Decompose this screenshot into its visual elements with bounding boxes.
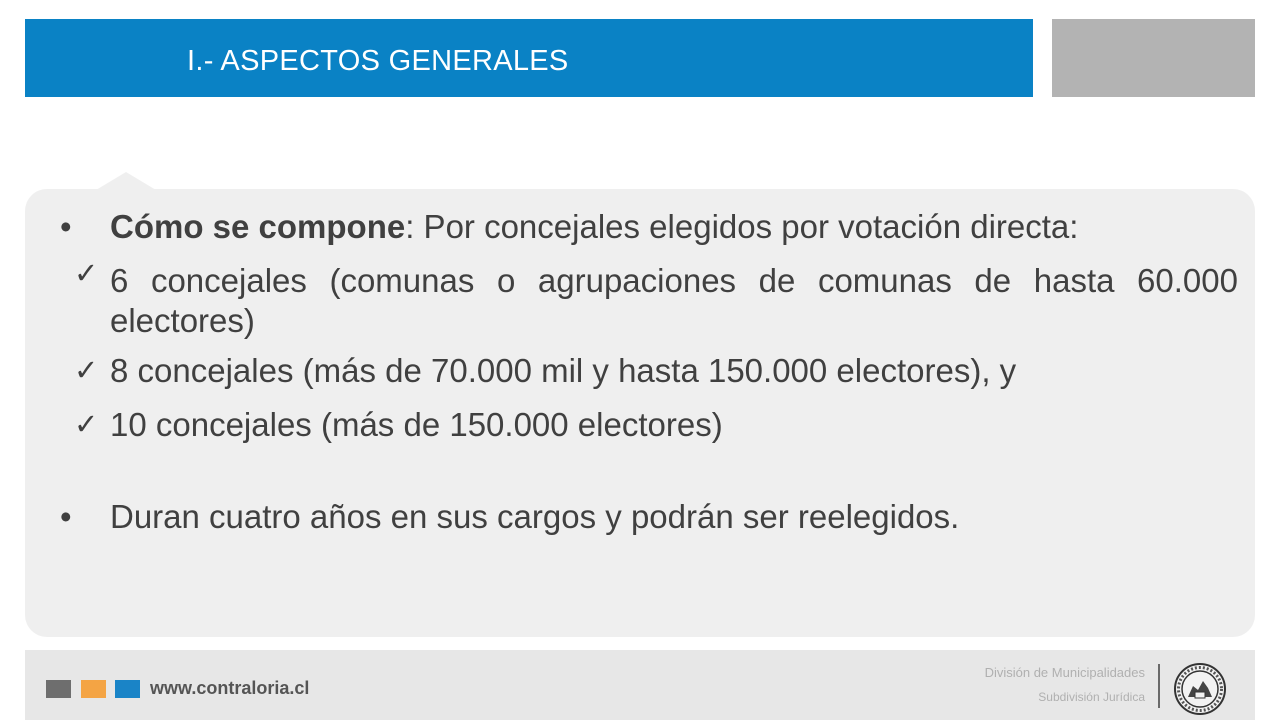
checkmark-icon: ✓	[74, 355, 99, 387]
subdivision-name: Subdivisión Jurídica	[1038, 690, 1145, 704]
item-text: : Por concejales elegidos por votación directa:	[405, 208, 1079, 245]
spacer	[60, 452, 1238, 490]
checkmark-icon: ✓	[74, 258, 99, 290]
content-list	[60, 200, 1238, 544]
footer-divider	[1158, 664, 1160, 708]
bullet-icon: •	[60, 208, 72, 245]
item-text: 10 concejales (más de 150.000 electores)	[110, 406, 723, 443]
contraloria-seal-icon	[1173, 662, 1227, 716]
list-item	[60, 344, 1238, 398]
list-item	[60, 398, 1238, 452]
item-text: Duran cuatro años en sus cargos y podrán ser reelegidos.	[110, 498, 960, 535]
list-item	[60, 490, 1238, 544]
checkmark-icon: ✓	[74, 409, 99, 441]
callout-pointer	[96, 172, 156, 190]
division-name: División de Municipalidades	[984, 665, 1145, 680]
list-item	[60, 254, 1238, 344]
header-bar	[25, 19, 1033, 97]
footer	[25, 650, 1255, 720]
item-text: 6 concejales (comunas o agrupaciones de comunas de hasta 60.000 electores)	[110, 262, 1238, 339]
bullet-icon: •	[60, 498, 72, 535]
item-text: 8 concejales (más de 70.000 mil y hasta 150.000 electores), y	[110, 352, 1017, 389]
website-link[interactable]: www.contraloria.cl	[150, 678, 310, 698]
gray-square-icon	[46, 680, 71, 698]
slide-title: I.- ASPECTOS GENERALES	[187, 45, 569, 77]
item-bold-label: Cómo se compone	[110, 208, 406, 245]
corner-decoration	[1052, 19, 1255, 97]
orange-square-icon	[81, 680, 106, 698]
list-item	[60, 200, 1238, 254]
blue-square-icon	[115, 680, 140, 698]
